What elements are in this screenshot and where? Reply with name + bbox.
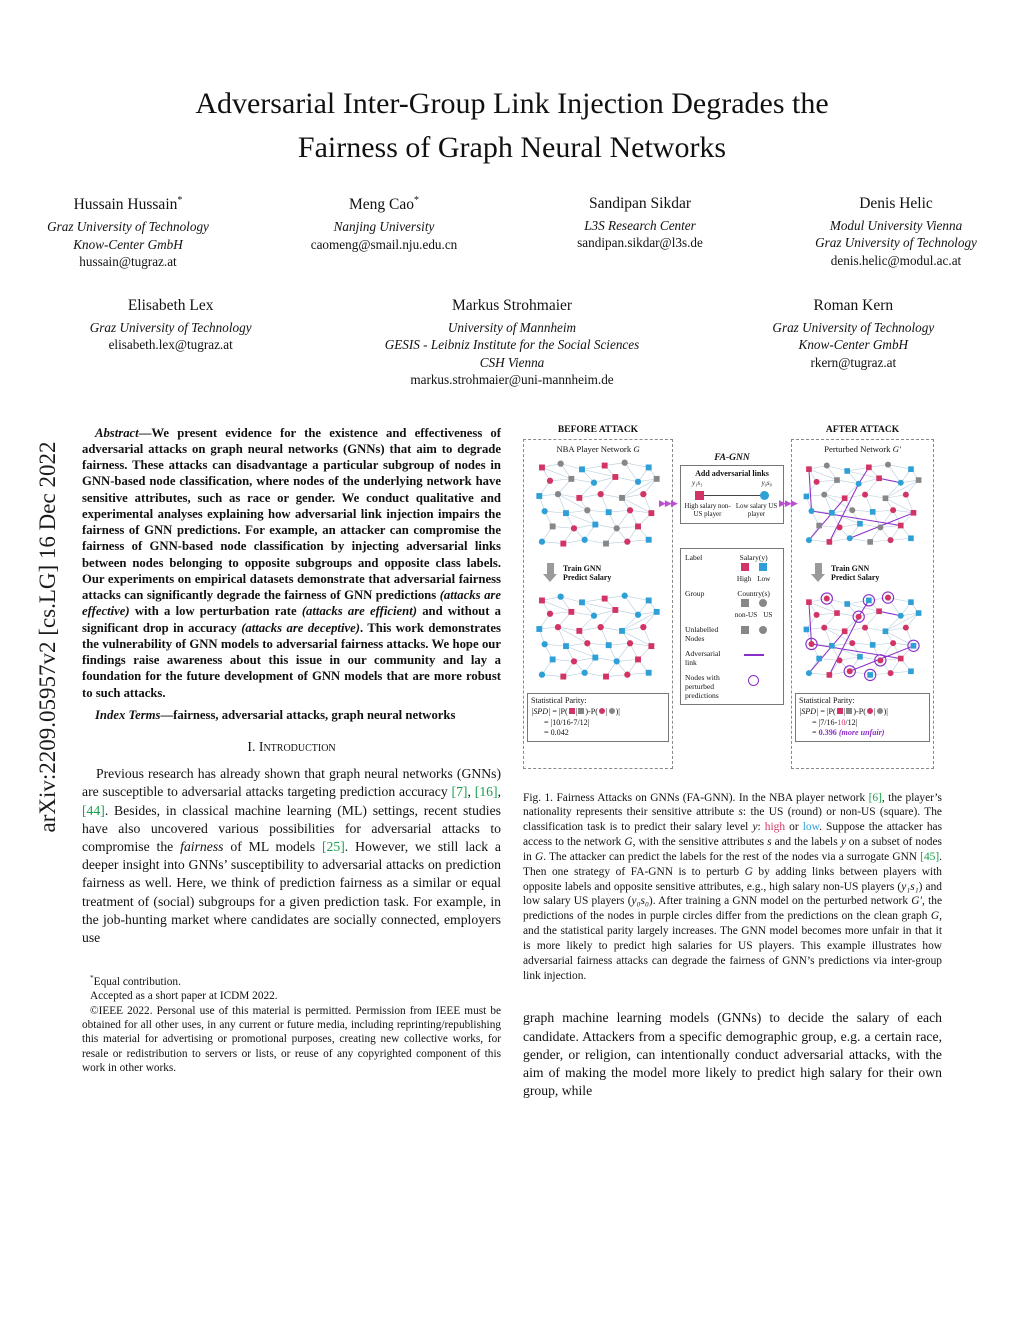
legend-group-row: Group	[685, 588, 705, 598]
author-name: Elisabeth Lex	[127, 296, 214, 314]
authors-row-2	[0, 297, 1024, 389]
author-block	[0, 195, 256, 271]
after-attack-header: AFTER ATTACK	[825, 424, 900, 435]
paper-title-line2: Fairness of Graph Neural Networks	[297, 130, 727, 164]
author-name: Markus Strohmaier	[451, 296, 573, 314]
legend-adversarial-link-row: Adversarial link	[685, 648, 721, 667]
network-predictions-before	[527, 588, 669, 690]
network-title-before: NBA Player Network G	[556, 443, 640, 454]
author-name: Denis Helic	[859, 195, 933, 212]
fa-gnn-column	[680, 425, 784, 781]
author-affiliation: CSH Vienna	[479, 354, 545, 370]
author-email: denis.helic@modul.ac.at	[830, 252, 962, 268]
author-block	[512, 195, 768, 271]
figure-1	[523, 425, 942, 781]
author-name: Meng Cao*	[348, 195, 419, 214]
legend-label-row: Label	[685, 552, 703, 562]
author-email: rkern@tugraz.at	[810, 354, 897, 370]
statistical-parity-after: Statistical Parity: |SPD| = |P( | )-P( | )| = |7/16-10/12| = 0.396 (more unfair)	[795, 693, 930, 742]
index-terms: Index Terms—fairness, adversarial attacks, graph neural networks	[95, 707, 456, 722]
author-affiliation: Graz University of Technology	[815, 235, 977, 251]
network-graph-before	[527, 455, 669, 557]
footnote-copyright: ©IEEE 2022. Personal use of this material is permitted. Permission from IEEE must be obtained for all other uses, in any current or future media, including reprinting/republishing this material for advertising or promotional purposes, creating new collective works, for resale or redistribution to servers or lists, or reuse of any copyrighted component of this work in other works.	[82, 1004, 501, 1075]
down-arrow-icon	[543, 563, 557, 582]
fa-gnn-box	[680, 465, 784, 524]
before-attack-header: BEFORE ATTACK	[557, 424, 639, 435]
nonus-swatch	[741, 599, 749, 607]
right-column-paragraph: graph machine learning models (GNNs) to decide the salary of each candidate. Attackers from a specific demographic group, e.g. a certain race, gender, or religion, can intentionally conduct adversarial attacks, with the aim of making the model more likely to predict high salary for their own group, while	[523, 1010, 942, 1099]
fa-gnn-title: FA-GNN	[714, 452, 750, 463]
down-arrow-icon	[811, 563, 825, 582]
abstract: Abstract—We present evidence for the existence and effectiveness of adversarial attacks on graph neural networks (GNNs) that aim to degrade fairness. These attacks can disadvantage a particular subgroup of nodes in GNN-based node classification, where nodes of the underlying network have sensitive attributes, such as race or gender. We conduct qualitative and experimental analyses explaining how adversarial link injection impairs the fairness of GNN predictions. For example, an attacker can compromise the fairness of GNN-based node classification by injecting adversarial links between nodes belonging to opposite subgroups and opposite class labels. Our experiments on empirical datasets demonstrate that adversarial fairness attacks can significantly degrade the fairness of GNN predictions (attacks are effective) with a low perturbation rate (attacks are efficient) and without a significant drop in accuracy (attacks are deceptive). This work demonstrates the vulnerability of GNN models to adversarial fairness attacks. We hope our findings raise awareness about this issue in our community and lay a foundation for the future development of GNN models that are more robust to such attacks.	[82, 425, 501, 700]
adversarial-link-swatch	[744, 654, 764, 656]
footnote-accepted: Accepted as a short paper at ICDM 2022.	[90, 990, 278, 1003]
author-affiliation: Nanjing University	[333, 219, 435, 235]
low-salary-us-label: Low salary US player	[735, 502, 778, 518]
author-name: Hussain Hussain*	[73, 195, 183, 214]
dashed-arrow-left-icon: ▶▶▶	[659, 498, 677, 509]
author-email: markus.strohmaier@uni-mannheim.de	[410, 371, 614, 387]
train-gnn-label: Train GNN	[563, 563, 602, 573]
paper-title-line1: Adversarial Inter-Group Link Injection Degrades the	[195, 87, 829, 120]
high-salary-nonus-label: High salary non-US player	[684, 502, 731, 518]
network-title-after: Perturbed Network G′	[824, 443, 901, 454]
section-title: Introduction	[258, 739, 336, 755]
stat-title: Statistical Parity:	[531, 695, 587, 705]
author-name: Sandipan Sikdar	[588, 195, 692, 212]
footnotes	[82, 973, 501, 1075]
adversarial-link-line	[701, 495, 763, 496]
network-predictions-after	[795, 588, 930, 690]
author-block	[768, 195, 1024, 271]
authors-row-1	[0, 195, 1024, 271]
author-email: caomeng@smail.nju.edu.cn	[310, 236, 458, 252]
left-column	[82, 425, 501, 1101]
figure-1-caption: Fig. 1. Fairness Attacks on GNNs (FA-GNN). In the NBA player network [6], the player’s nationality represents their sensitive attribute s: the US (round) or non-US (square). The classification task is to predict their salary level y: high or low. Suppose the attacker has access to the network G, with the sensitive attributes s and the labels y on a subset of nodes in G. The attacker can predict the labels for the rest of the nodes via a surrogate GNN [45]. Then one strategy of FA-GNN is to perturb G by adding links between players with opposite labels and opposite sensitive attributes, e.g., high salary non-US players (y₁s₁) and low salary US players (y₀s₀). After training a GNN model on the perturbed network G′, the predictions of the nodes in purple circles differ from the predictions on the clean graph G, and the statistical parity largely increases. The GNN model becomes more unfair in that it is more likely to predict high salaries for US players. This example illustrates how adversarial fairness attacks can degrade the fairness of GNN’s predictions via inter-group link injection.	[523, 791, 943, 982]
dashed-arrow-right-icon: ▶▶▶	[779, 498, 797, 509]
legend-unlabelled-row: Unlabelled Nodes	[685, 624, 719, 643]
author-affiliation: Know-Center GmbH	[73, 236, 183, 252]
author-email: hussain@tugraz.at	[79, 254, 177, 269]
arxiv-watermark: arXiv:2209.05957v2 [cs.LG] 16 Dec 2022	[35, 441, 60, 833]
stat-title: Statistical Parity:	[799, 695, 855, 705]
author-affiliation: GESIS - Leibniz Institute for the Social Sciences	[384, 337, 640, 353]
after-attack-panel	[791, 425, 934, 781]
train-gnn-step-after: Train GNN Predict Salary	[811, 560, 930, 586]
author-block	[256, 195, 512, 271]
network-graph-after	[795, 455, 930, 557]
train-gnn-step-before	[543, 560, 669, 586]
author-block	[341, 297, 682, 389]
author-affiliation: Graz University of Technology	[772, 319, 935, 335]
author-block	[683, 297, 1024, 389]
author-affiliation: Know-Center GmbH	[798, 337, 909, 353]
author-email: sandipan.sikdar@l3s.de	[577, 235, 703, 251]
legend-perturbed-row: Nodes with perturbed predictions	[685, 672, 720, 701]
predict-salary-label: Predict Salary	[563, 572, 612, 582]
author-affiliation: L3S Research Center	[584, 218, 696, 233]
adversarial-link-diagram: y₁s₁ y₀s₀	[683, 481, 781, 503]
author-affiliation: Graz University of Technology	[89, 319, 252, 335]
add-adversarial-links-label: Add adversarial links	[695, 468, 769, 478]
author-affiliation: Graz University of Technology	[47, 219, 209, 235]
perturbed-node-swatch	[748, 675, 759, 686]
high-salary-nonus-node	[695, 491, 704, 500]
section-number: I.	[247, 739, 256, 755]
author-name: Roman Kern	[813, 296, 894, 314]
intro-paragraph: Previous research has already shown that graph neural networks (GNNs) are susceptible to adversarial attacks targeting prediction accuracy [7], [16], [44]. Besides, in classical machine learning (ML) settings, recent studies have also uncovered various possibilities for adversarial attacks to compromise the fairness of ML models [25]. However, we still lack a deeper insight into GNNs’ susceptibility to adversarial attacks on prediction fairness as well. Here, we think of prediction fairness as a similar or equal treatment of (social) subgroups for a given prediction task. For example, in the job-hunting market where candidates are socially connected, employers use	[82, 766, 502, 946]
high-salary-swatch	[741, 563, 749, 571]
section-heading-introduction	[82, 739, 501, 755]
before-attack-panel	[523, 425, 673, 781]
low-salary-swatch	[759, 563, 767, 571]
right-column	[523, 425, 942, 1101]
two-column-body	[82, 425, 942, 1101]
us-swatch	[759, 599, 767, 607]
author-affiliation: University of Mannheim	[447, 319, 577, 335]
author-affiliation: Modul University Vienna	[829, 218, 963, 233]
statistical-parity-before: Statistical Parity: |SPD| = |P( | )-P( | )| = |10/16-7/12| = 0.042	[527, 693, 669, 742]
low-salary-us-node	[760, 491, 769, 500]
paper-title	[0, 82, 1024, 169]
figure-legend: Label Salary(y) High Low Group Country(s) non-US US Unlabelled Nodes Adversarial link Nodes with perturbed predictions	[680, 548, 784, 706]
footnote-equal-contribution: *Equal contribution.	[90, 973, 181, 989]
author-email: elisabeth.lex@tugraz.at	[108, 337, 233, 353]
